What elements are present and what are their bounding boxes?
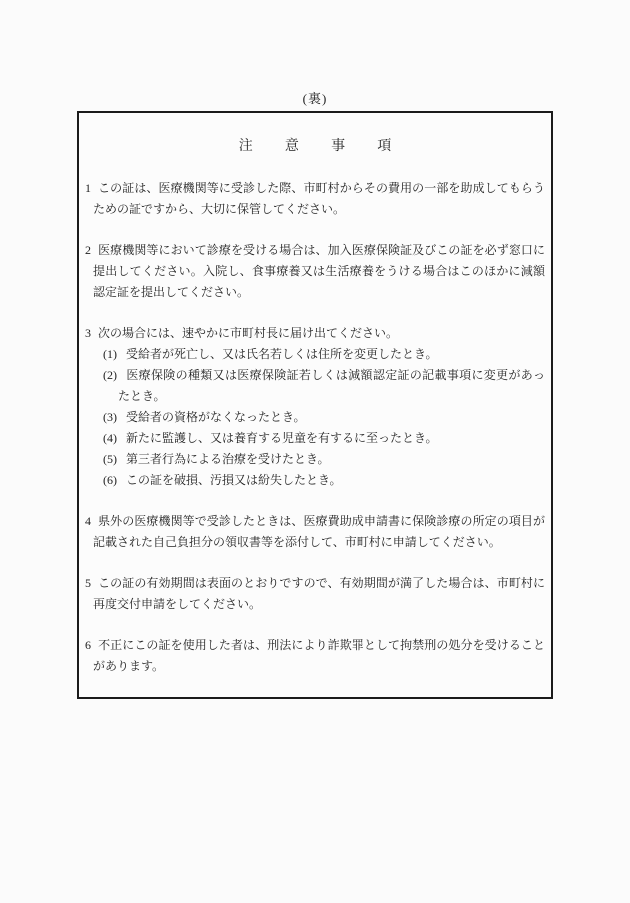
subitem-text: 医療保険の種類又は医療保険証若しくは減額認定証の記載事項に変更があったとき。 — [118, 368, 545, 403]
subitem-text: 受給者の資格がなくなったとき。 — [126, 410, 306, 424]
item-text: この証の有効期間は表面のとおりですので、有効期間が満了した場合は、市町村に再度交付申請をしてください。 — [93, 576, 545, 611]
item-text: 県外の医療機関等で受診したときは、医療費助成申請書に保険診療の所定の項目が記載された自己負担分の領収書等を添付して、市町村に申請してください。 — [93, 514, 545, 549]
notice-item-3-sub-5 — [103, 449, 545, 470]
side-label: (裏) — [302, 91, 328, 106]
item-text: 次の場合には、速やかに市町村長に届け出てください。 — [98, 326, 399, 340]
item-number: 6 — [85, 638, 91, 652]
subitem-number: (2) — [103, 368, 117, 382]
notice-title: 注意事項 — [238, 139, 424, 154]
notice-item-5 — [85, 573, 545, 615]
item-number: 4 — [85, 514, 91, 528]
subitem-number: (5) — [103, 452, 117, 466]
subitem-number: (3) — [103, 410, 117, 424]
subitem-text: 第三者行為による治療を受けたとき。 — [126, 452, 330, 466]
subitem-number: (6) — [103, 473, 117, 487]
notice-item-3-sub-2 — [103, 365, 545, 407]
notice-item-4 — [85, 511, 545, 553]
item-number: 3 — [85, 326, 91, 340]
item-number: 5 — [85, 576, 91, 590]
notice-item-6 — [85, 635, 545, 677]
notice-item-2 — [85, 240, 545, 303]
subitem-text: この証を破損、汚損又は紛失したとき。 — [126, 473, 342, 487]
notice-item-3-sub-4 — [103, 428, 545, 449]
notice-box — [77, 111, 553, 699]
subitem-text: 新たに監護し、又は養育する児童を有するに至ったとき。 — [126, 431, 438, 445]
item-text: 不正にこの証を使用した者は、刑法により詐欺罪として拘禁刑の処分を受けることがあります。 — [93, 638, 545, 673]
item-number: 2 — [85, 243, 91, 257]
notice-item-3-sub-1 — [103, 344, 545, 365]
item-text: 医療機関等において診療を受ける場合は、加入医療保険証及びこの証を必ず窓口に提出してください。入院し、食事療養又は生活療養をうける場合はこのほかに減額認定証を提出してください。 — [93, 243, 545, 299]
subitem-number: (1) — [103, 347, 117, 361]
subitem-number: (4) — [103, 431, 117, 445]
item-number: 1 — [85, 181, 91, 195]
notice-item-3 — [85, 323, 545, 344]
notice-item-1 — [85, 178, 545, 220]
notice-item-3-sub-3 — [103, 407, 545, 428]
notice-item-3-sub-6 — [103, 470, 545, 491]
subitem-text: 受給者が死亡し、又は氏名若しくは住所を変更したとき。 — [126, 347, 438, 361]
item-text: この証は、医療機関等に受診した際、市町村からその費用の一部を助成してもらうための証ですから、大切に保管してください。 — [93, 181, 545, 216]
